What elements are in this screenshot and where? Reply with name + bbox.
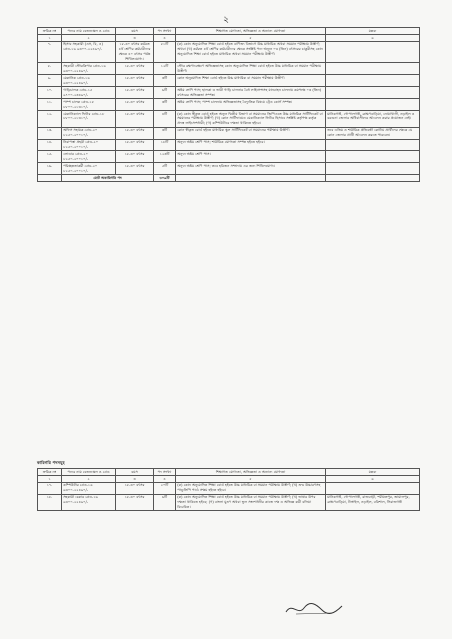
column-header: পদ সংখ্যা	[154, 469, 176, 476]
cell-count: ৬টি	[154, 87, 176, 99]
cell-no: ১০.	[38, 87, 62, 99]
cell-count: ৩টি	[154, 99, 176, 111]
cell-remark	[326, 87, 420, 99]
cell-qual: অন্যূন অষ্টম শ্রেণি পাস; শারীরিক যোগ্যতা সম্পন্ন হইতে হইবে।	[176, 139, 326, 151]
cell-age: ১৮-৩০ বৎসর	[116, 127, 154, 139]
cell-count: ৪টি	[154, 110, 176, 127]
table-index-row	[38, 476, 420, 483]
cell-post: গাড়িচালক গ্রেড-১৫ ৯৭০০-২৩৪৯০/-	[62, 87, 116, 99]
table-header-row	[38, 28, 420, 35]
signature-mark	[282, 600, 346, 618]
cell-no: ৮.	[38, 63, 62, 75]
cell-no: ১৬.	[38, 163, 62, 175]
cell-qual: অষ্টম শ্রেণি পাস; হালকা ও ভারী গাড়ি চালনার বৈধ লাইসেন্সসহ যানবাহন চালনায় কমপক্ষে ০৩ (তিন) বৎসরের অভিজ্ঞতা সম্পন্ন।	[176, 87, 326, 99]
cell-post: অফিস সহায়ক গ্রেড-২০ ৮২৫০-২০০১০/-	[62, 127, 116, 139]
cell-no: ১৮.	[38, 494, 62, 511]
cell-qual: (ক) কোন অনুমোদিত শিক্ষা বোর্ড হইতে বাণিজ্য বিভাগে উচ্চ মাধ্যমিক অথবা সমমান পরীক্ষায় উত্তীর্ণ; অথবা (খ) কর্মরত ৪র্থ শ্রেণির কর্মচারীদের ক্ষেত্রে সংশ্লিষ্ট পদে অন্যূন ০৩ (তিন) বৎসরের চাকুরীসহ কোন অনুমোদিত শিক্ষা বোর্ড হইতে মাধ্যমিক অথবা সমমান পরীক্ষায় উত্তীর্ণ।	[176, 41, 326, 63]
section-title: কারিগরি পদসমূহ	[37, 460, 65, 465]
column-index: ৪	[154, 476, 176, 483]
cell-count: ১২৩টি	[154, 151, 176, 163]
cell-post: লোডার গ্রেড-২০ ৮২৫০-২০০১০/-	[62, 151, 116, 163]
cell-remark	[326, 151, 420, 163]
table-row	[38, 75, 420, 87]
cell-remark	[326, 99, 420, 111]
cell-remark	[326, 41, 420, 63]
cell-age: ১৮-৩০ বৎসর কর্মরত ৪র্থ শ্রেণির কর্মচারীদের ক্ষেত্রে ৪০ বৎসর পর্যন্ত শিথিলযোগ্য।	[116, 41, 154, 63]
column-index: ২	[62, 35, 116, 42]
page-number: ২	[223, 15, 229, 25]
table-row	[38, 41, 420, 63]
cell-age: ১৮-৩০ বৎসর	[116, 110, 154, 127]
cell-count: ৫১টি	[154, 41, 176, 63]
table-row	[38, 110, 420, 127]
column-index: ১	[38, 476, 62, 483]
cell-count: ১৮টি	[154, 139, 176, 151]
column-index: ৬	[326, 35, 420, 42]
column-header: বয়স	[116, 28, 154, 35]
table-row	[38, 127, 420, 139]
cell-age: ১৮-৩০ বৎসর	[116, 163, 154, 175]
cell-age: ১৮-৩০ বৎসর	[116, 151, 154, 163]
cell-count: ৩টি	[154, 75, 176, 87]
column-header: পদের নাম বেতনস্কেল ও গ্রেড	[62, 469, 116, 476]
cell-qual: অষ্টম শ্রেণি পাস; পাম্প চালনায় অভিজ্ঞতাসহ বৈদ্যুতিক বিষয়ে ট্রেড কোর্স সম্পন্ন।	[176, 99, 326, 111]
column-index: ৬	[326, 476, 420, 483]
cell-no: ১২.	[38, 110, 62, 127]
table-row	[38, 482, 420, 494]
cell-qual: (ক) কোন অনুমোদিত শিক্ষা বোর্ড হইতে উচ্চ মাধ্যমিক বা সমমান পরীক্ষায় উত্তীর্ণ; (খ) ভাষার উপর দক্ষতা থাকিতে হইবে; (গ) বাংলা মুদ্রণ অথবা ভুল সংশোধনীর কাজে দক্ষ ও অভিজ্ঞ কর্মী বলিয়া বিবেচিত।	[176, 494, 326, 511]
table-row	[38, 494, 420, 511]
cell-post: হিসাব সহকারী (এস, বি, এ) গ্রেড-১৬ ৯৩০০-২২৪৯০/-	[62, 41, 116, 63]
column-header: বয়স	[116, 469, 154, 476]
column-index: ৩	[116, 476, 154, 483]
cell-qual: কোন অনুমোদিত শিক্ষা বোর্ড হইতে উচ্চ মাধ্যমিক বা সমমান পরীক্ষায় উত্তীর্ণ।	[176, 75, 326, 87]
cell-post: পাম্প চালক গ্রেড-১৮ ৮৮০০-২১৩১০/-	[62, 99, 116, 111]
table-row	[38, 139, 420, 151]
cell-remark: মানিকগঞ্জ, গোপালগঞ্জ, রাজবাড়ী, শরীয়তপুর, জামালপুর, ব্রাহ্মণবাড়িয়া, টাঙ্গাইল, নড়াইল, বরিশাল, সিরাজগঞ্জ	[326, 494, 420, 511]
cell-post: সহকারী স্টোরকিপার গ্রেড-১৬ ৯৩০০-২২৪৯০/-	[62, 63, 116, 75]
column-header: ক্রমিক নং	[38, 469, 62, 476]
cell-post: পরিচ্ছন্নতাকর্মী গ্রেড-২০ ৮২৫০-২০০১০/-	[62, 163, 116, 175]
cell-age: ১৮-৩০ বৎসর	[116, 139, 154, 151]
cell-count: ৬টি	[154, 494, 176, 511]
column-header: মন্তব্য	[326, 28, 420, 35]
cell-remark: তবে এতিম ও শারীরিক প্রতিবন্ধী কোটায় প্রার্থীদের ক্ষেত্রে যে কোন জেলার প্রার্থী আবেদন করতে পারবেন।	[326, 127, 420, 139]
table-header-row	[38, 469, 420, 476]
cell-no: ৯.	[38, 75, 62, 87]
cell-no: ১৩.	[38, 127, 62, 139]
cell-age: ১৮-৩০ বৎসর	[116, 482, 154, 494]
column-index: ৫	[176, 35, 326, 42]
cell-age: ১৮-৩০ বৎসর	[116, 63, 154, 75]
cell-qual: অন্যূন অষ্টম শ্রেণি পাস।	[176, 151, 326, 163]
table-row	[38, 63, 420, 75]
cell-no: ১৫.	[38, 151, 62, 163]
cell-remark: মানিকগঞ্জ, গোপালগঞ্জ, ব্রাহ্মণবাড়িয়া, নোয়াখালী, নড়াইল ও বরগুনা জেলার অধিবাসীদের আবেদন করার প্রয়োজন নেই।	[326, 110, 420, 127]
column-index: ১	[38, 35, 62, 42]
table-index-row	[38, 35, 420, 42]
cell-post: মেকানিক্যাল ফিটার গ্রেড-১৮ ৮৮০০-২১৩১০/-	[62, 110, 116, 127]
cell-remark	[326, 163, 420, 175]
column-index: ৩	[116, 35, 154, 42]
total-value: ৩০৯টি	[154, 175, 176, 182]
column-index: ৫	[176, 476, 326, 483]
cell-qual: স্টোর রক্ষণাবেক্ষণে অভিজ্ঞতাসহ কোন অনুমোদিত শিক্ষা বোর্ড হইতে উচ্চ মাধ্যমিক বা সমমান পরীক্ষায় উত্তীর্ণ।	[176, 63, 326, 75]
column-header: শিক্ষাগত যোগ্যতা, অভিজ্ঞতা ও অন্যান্য যোগ্যতা	[176, 469, 326, 476]
cell-age: ১৮-৩০ বৎসর	[116, 87, 154, 99]
cell-post: নিরাপত্তা প্রহরী গ্রেড-২০ ৮২৫০-২০০১০/-	[62, 139, 116, 151]
total-row	[38, 175, 420, 182]
cell-post: মেকানিক গ্রেড-১৬ ৯৩০০-২২৪৯০/-	[62, 75, 116, 87]
cell-qual: কোন স্বীকৃত বোর্ড হইতে মাধ্যমিক স্কুল সার্টিফিকেট বা সমমানের পরীক্ষায় উত্তীর্ণ।	[176, 127, 326, 139]
table-row	[38, 99, 420, 111]
cell-remark	[326, 75, 420, 87]
cell-age: ১৮-৩০ বৎসর	[116, 99, 154, 111]
column-header: পদের নাম বেতনস্কেল ও গ্রেড	[62, 28, 116, 35]
column-index: ২	[62, 476, 116, 483]
cell-count: ২০টি	[154, 482, 176, 494]
table-row	[38, 87, 420, 99]
cell-age: ১৮-৩০ বৎসর	[116, 75, 154, 87]
non-technical-posts-table	[37, 27, 420, 182]
cell-remark	[326, 482, 420, 494]
cell-count: ৫টি	[154, 163, 176, 175]
cell-no: ১৭.	[38, 482, 62, 494]
total-label: মোট অকারিগরি পদ	[62, 175, 154, 182]
cell-remark	[326, 139, 420, 151]
cell-count: ৩টি	[154, 127, 176, 139]
table-row	[38, 163, 420, 175]
cell-remark	[326, 63, 420, 75]
cell-no: ১৪.	[38, 139, 62, 151]
column-header: ক্রমিক নং	[38, 28, 62, 35]
column-header: মন্তব্য	[326, 469, 420, 476]
cell-no: ১১.	[38, 99, 62, 111]
cell-qual: অন্যূন অষ্টম শ্রেণি পাস; তবে হরিজন সম্প্রদায় এর জন্য শিথিলযোগ্য।	[176, 163, 326, 175]
cell-qual: (ক) কোন অনুমোদিত শিক্ষা বোর্ড হইতে উচ্চ মাধ্যমিক বা সমমান পরীক্ষায় উত্তীর্ণ; (খ) শুদ্ধ উচ্চারণসহ পাণ্ডুলিপি পাঠে সক্ষম হইতে হইবে।	[176, 482, 326, 494]
table-row	[38, 151, 420, 163]
column-header: শিক্ষাগত যোগ্যতা, অভিজ্ঞতা ও অন্যান্য যোগ্যতা	[176, 28, 326, 35]
cell-post: কম্পিউটার গ্রেড-১৬ ৯৩০০-২২৪৯০/-	[62, 482, 116, 494]
cell-count: ১২টি	[154, 63, 176, 75]
cell-qual: (ক) কোন স্বীকৃত বোর্ড হইতে অন্যূন দ্বিতীয় বিভাগ বা সমমানের জিপিএতে উচ্চ মাধ্যমিক সার্টিফিকেট বা সমমানের পরীক্ষায় উত্তীর্ণ; (খ) কোন সার্টিফায়েড মেকানিক্যাল ফিটার হিসাবে সংশ্লিষ্ট কর্তৃপক্ষ কর্তৃক প্রদত্ত লাইসেন্সধারী; (গ) কম্পিউটারে দক্ষতা থাকিতে হইবে।	[176, 110, 326, 127]
column-index: ৪	[154, 35, 176, 42]
technical-posts-table	[37, 468, 420, 511]
cell-no: ৭.	[38, 41, 62, 63]
cell-age: ১৮-৩০ বৎসর	[116, 494, 154, 511]
column-header: পদ সংখ্যা	[154, 28, 176, 35]
cell-post: সহকারী চেকার গ্রেড-১৬ ৯৩০০-২২৪৯০/-	[62, 494, 116, 511]
